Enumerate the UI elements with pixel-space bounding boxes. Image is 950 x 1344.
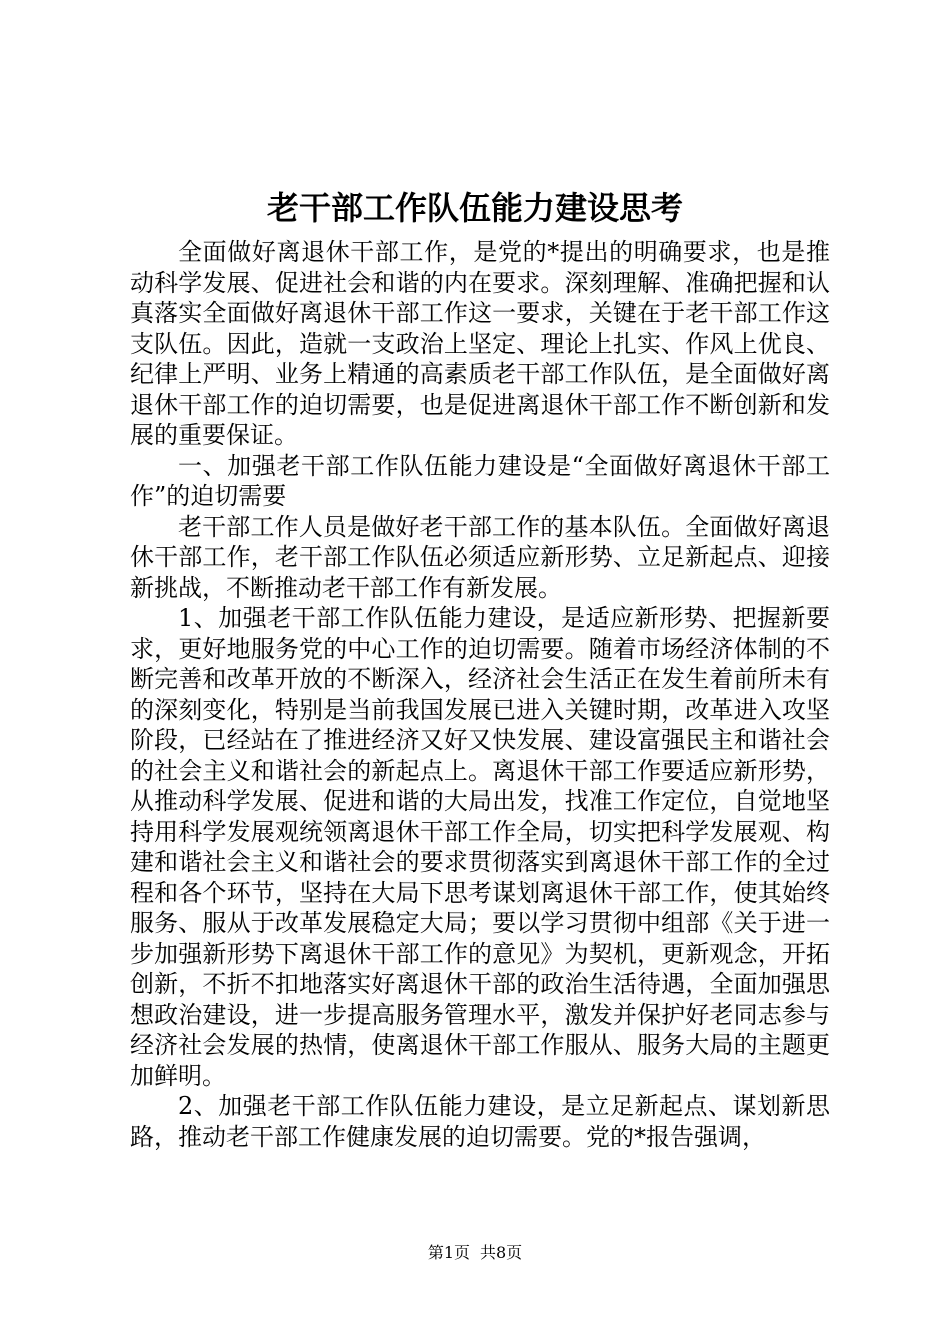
- paragraph-section-1-intro: 老干部工作人员是做好老干部工作的基本队伍。全面做好离退休干部工作，老干部工作队伍必须适应新形势、立足新起点、迎接新挑战，不断推动老干部工作有新发展。: [130, 512, 830, 602]
- section-heading-1: 一、加强老干部工作队伍能力建设是“全面做好离退休干部工作”的迫切需要: [130, 451, 830, 510]
- page-number: 第1页: [427, 1243, 470, 1262]
- page-footer: [0, 1243, 950, 1263]
- paragraph-intro: 全面做好离退休干部工作，是党的*提出的明确要求，也是推动科学发展、促进社会和谐的内在要求。深刻理解、准确把握和认真落实全面做好离退休干部工作这一要求，关键在于老干部工作这支队伍。因此，造就一支政治上坚定、理论上扎实、作风上优良、纪律上严明、业务上精通的高素质老干部工作队伍，是全面做好离退休干部工作的迫切需要，也是促进离退休干部工作不断创新和发展的重要保证。: [130, 238, 830, 449]
- document-title: 老干部工作队伍能力建设思考: [266, 189, 683, 227]
- page-total: 共8页: [480, 1243, 523, 1262]
- document-body: [130, 237, 830, 1152]
- paragraph-point-1: 1、加强老干部工作队伍能力建设，是适应新形势、把握新要求，更好地服务党的中心工作的迫切需要。随着市场经济体制的不断完善和改革开放的不断深入，经济社会生活正在发生着前所未有的深刻变化，特别是当前我国发展已进入关键时期，改革进入攻坚阶段，已经站在了推进经济又好又快发展、建设富强民主和谐社会的社会主义和谐社会的新起点上。离退休干部工作要适应新形势，从推动科学发展、促进和谐的大局出发，找准工作定位，自觉地坚持用科学发展观统领离退休干部工作全局，切实把科学发展观、构建和谐社会主义和谐社会的要求贯彻落实到离退休干部工作的全过程和各个环节，坚持在大局下思考谋划离退休干部工作，使其始终服务、服从于改革发展稳定大局；要以学习贯彻中组部《关于进一步加强新形势下离退休干部工作的意见》为契机，更新观念，开拓创新，不折不扣地落实好离退休干部的政治生活待遇，全面加强思想政治建设，进一步提高服务管理水平，激发并保护好老同志参与经济社会发展的热情，使离退休干部工作服从、服务大局的主题更加鲜明。: [130, 604, 830, 1090]
- paragraph-point-2: 2、加强老干部工作队伍能力建设，是立足新起点、谋划新思路，推动老干部工作健康发展的迫切需要。党的*报告强调，: [130, 1092, 830, 1151]
